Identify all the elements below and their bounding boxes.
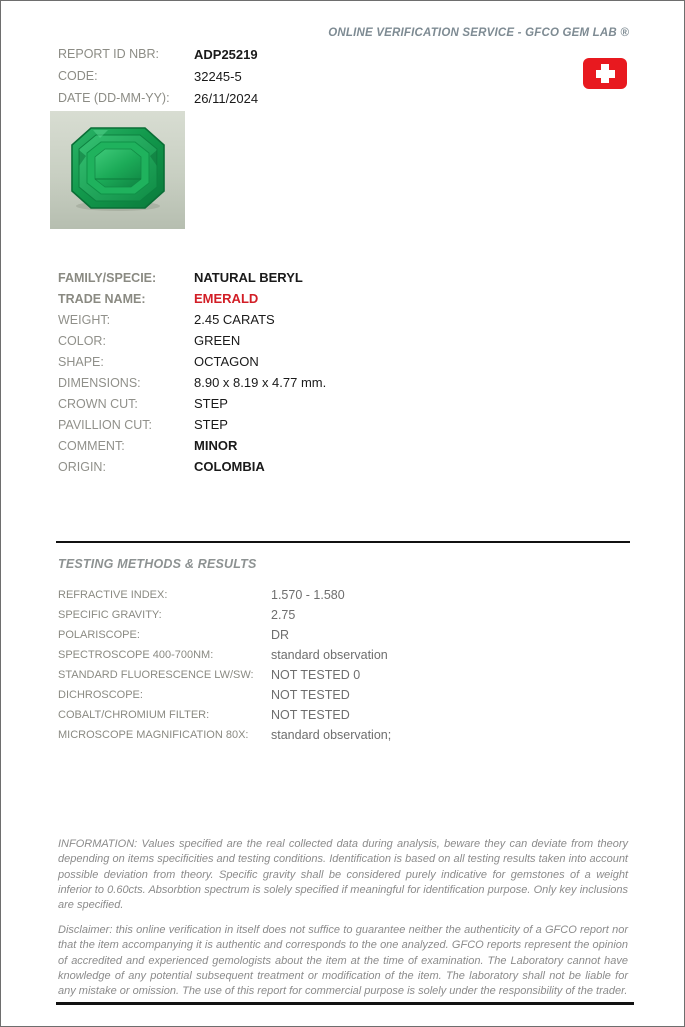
report-meta — [58, 43, 258, 109]
fluorescence-row — [58, 665, 391, 685]
fluorescence-label: STANDARD FLUORESCENCE LW/SW: — [58, 669, 254, 681]
disclaimer-paragraph: Disclaimer: this online verification in itself does not suffice to guarantee neither the authenticity of a GFCO report nor that the item accompanying it is authentic and corresponds to the one analyzed. GFCO reports represent the opinion of accredited and experienced gemologists about the item at the time of examination. The Laboratory cannot have knowledge of any potential subsequent treatment or modification of the item. The laboratory shall not be liable for any mistake or omission. The use of this report for commercial purpose is solely under the responsibility of the trader. — [58, 924, 628, 998]
cobalt-filter-label: COBALT/CHROMIUM FILTER: — [58, 709, 210, 721]
crown-cut-row — [58, 393, 326, 414]
family-specie-label: FAMILY/SPECIE: — [58, 270, 157, 285]
refractive-index-value: 1.570 - 1.580 — [271, 588, 345, 602]
crown-cut-value: STEP — [194, 396, 228, 411]
refractive-index-row — [58, 585, 391, 605]
specific-gravity-row — [58, 605, 391, 625]
dimensions-label: DIMENSIONS: — [58, 375, 141, 390]
refractive-index-label: REFRACTIVE INDEX: — [58, 589, 168, 601]
code-value: 32245-5 — [194, 68, 242, 84]
origin-label: ORIGIN: — [58, 459, 106, 474]
gemstone-photo — [50, 111, 185, 229]
shape-value: OCTAGON — [194, 354, 259, 369]
spectroscope-value: standard observation — [271, 648, 388, 662]
information-paragraph: INFORMATION: Values specified are the real collected data during analysis, beware they can deviate from theory depending on items specificities and testing conditions. Identification is based on all testing results taken into account possible deviation from theory. Specific gravity shall be considered purely indicative for gemstones of a weight inferior to 0.60cts. Absorbtion spectrum is solely specified if meaningful for identification purpose. Only key inclusions are specified. — [58, 838, 628, 912]
code-row — [58, 65, 258, 87]
service-title: ONLINE VERIFICATION SERVICE - GFCO GEM LAB ® — [328, 27, 629, 39]
weight-label: WEIGHT: — [58, 312, 111, 327]
family-specie-value: NATURAL BERYL — [194, 270, 303, 285]
spectroscope-row — [58, 645, 391, 665]
origin-row — [58, 456, 326, 477]
report-id-label: REPORT ID NBR: — [58, 47, 159, 61]
trade-name-label: TRADE NAME: — [58, 291, 146, 306]
polariscope-label: POLARISCOPE: — [58, 629, 140, 641]
family-specie-row — [58, 267, 326, 288]
gem-identity-section — [58, 267, 326, 477]
polariscope-row — [58, 625, 391, 645]
report-id-value: ADP25219 — [194, 46, 258, 62]
pavillion-cut-row — [58, 414, 326, 435]
color-value: GREEN — [194, 333, 241, 348]
date-value: 26/11/2024 — [194, 90, 259, 106]
date-label: DATE (DD-MM-YY): — [58, 91, 170, 105]
weight-row — [58, 309, 326, 330]
comment-value: MINOR — [194, 438, 238, 453]
weight-value: 2.45 CARATS — [194, 312, 275, 327]
testing-results-section — [58, 585, 391, 745]
section-divider — [56, 541, 630, 543]
polariscope-value: DR — [271, 628, 290, 642]
code-label: CODE: — [58, 69, 98, 83]
dichroscope-value: NOT TESTED — [271, 688, 350, 702]
swiss-cross-horizontal — [596, 70, 615, 78]
crown-cut-label: CROWN CUT: — [58, 396, 138, 411]
emerald-gem-illustration — [70, 126, 166, 212]
swiss-flag-icon — [583, 58, 627, 89]
comment-label: COMMENT: — [58, 438, 125, 453]
pavillion-cut-value: STEP — [194, 417, 228, 432]
testing-section-title: TESTING METHODS & RESULTS — [58, 557, 257, 571]
shape-label: SHAPE: — [58, 354, 104, 369]
color-label: COLOR: — [58, 333, 106, 348]
date-row — [58, 87, 258, 109]
dimensions-row — [58, 372, 326, 393]
microscope-label: MICROSCOPE MAGNIFICATION 80X: — [58, 729, 249, 741]
report-id-row — [58, 43, 258, 65]
trade-name-value: EMERALD — [194, 291, 259, 306]
origin-value: COLOMBIA — [194, 459, 265, 474]
dimensions-value: 8.90 x 8.19 x 4.77 mm. — [194, 375, 327, 390]
color-row — [58, 330, 326, 351]
comment-row — [58, 435, 326, 456]
pavillion-cut-label: PAVILLION CUT: — [58, 417, 153, 432]
fluorescence-value: NOT TESTED 0 — [271, 668, 361, 682]
microscope-value: standard observation; — [271, 728, 392, 742]
microscope-row — [58, 725, 391, 745]
cobalt-filter-value: NOT TESTED — [271, 708, 350, 722]
footer-rule — [56, 1002, 634, 1005]
specific-gravity-value: 2.75 — [271, 608, 296, 622]
dichroscope-row — [58, 685, 391, 705]
specific-gravity-label: SPECIFIC GRAVITY: — [58, 609, 162, 621]
trade-name-row — [58, 288, 326, 309]
shape-row — [58, 351, 326, 372]
dichroscope-label: DICHROSCOPE: — [58, 689, 143, 701]
cobalt-filter-row — [58, 705, 391, 725]
spectroscope-label: SPECTROSCOPE 400-700NM: — [58, 649, 214, 661]
